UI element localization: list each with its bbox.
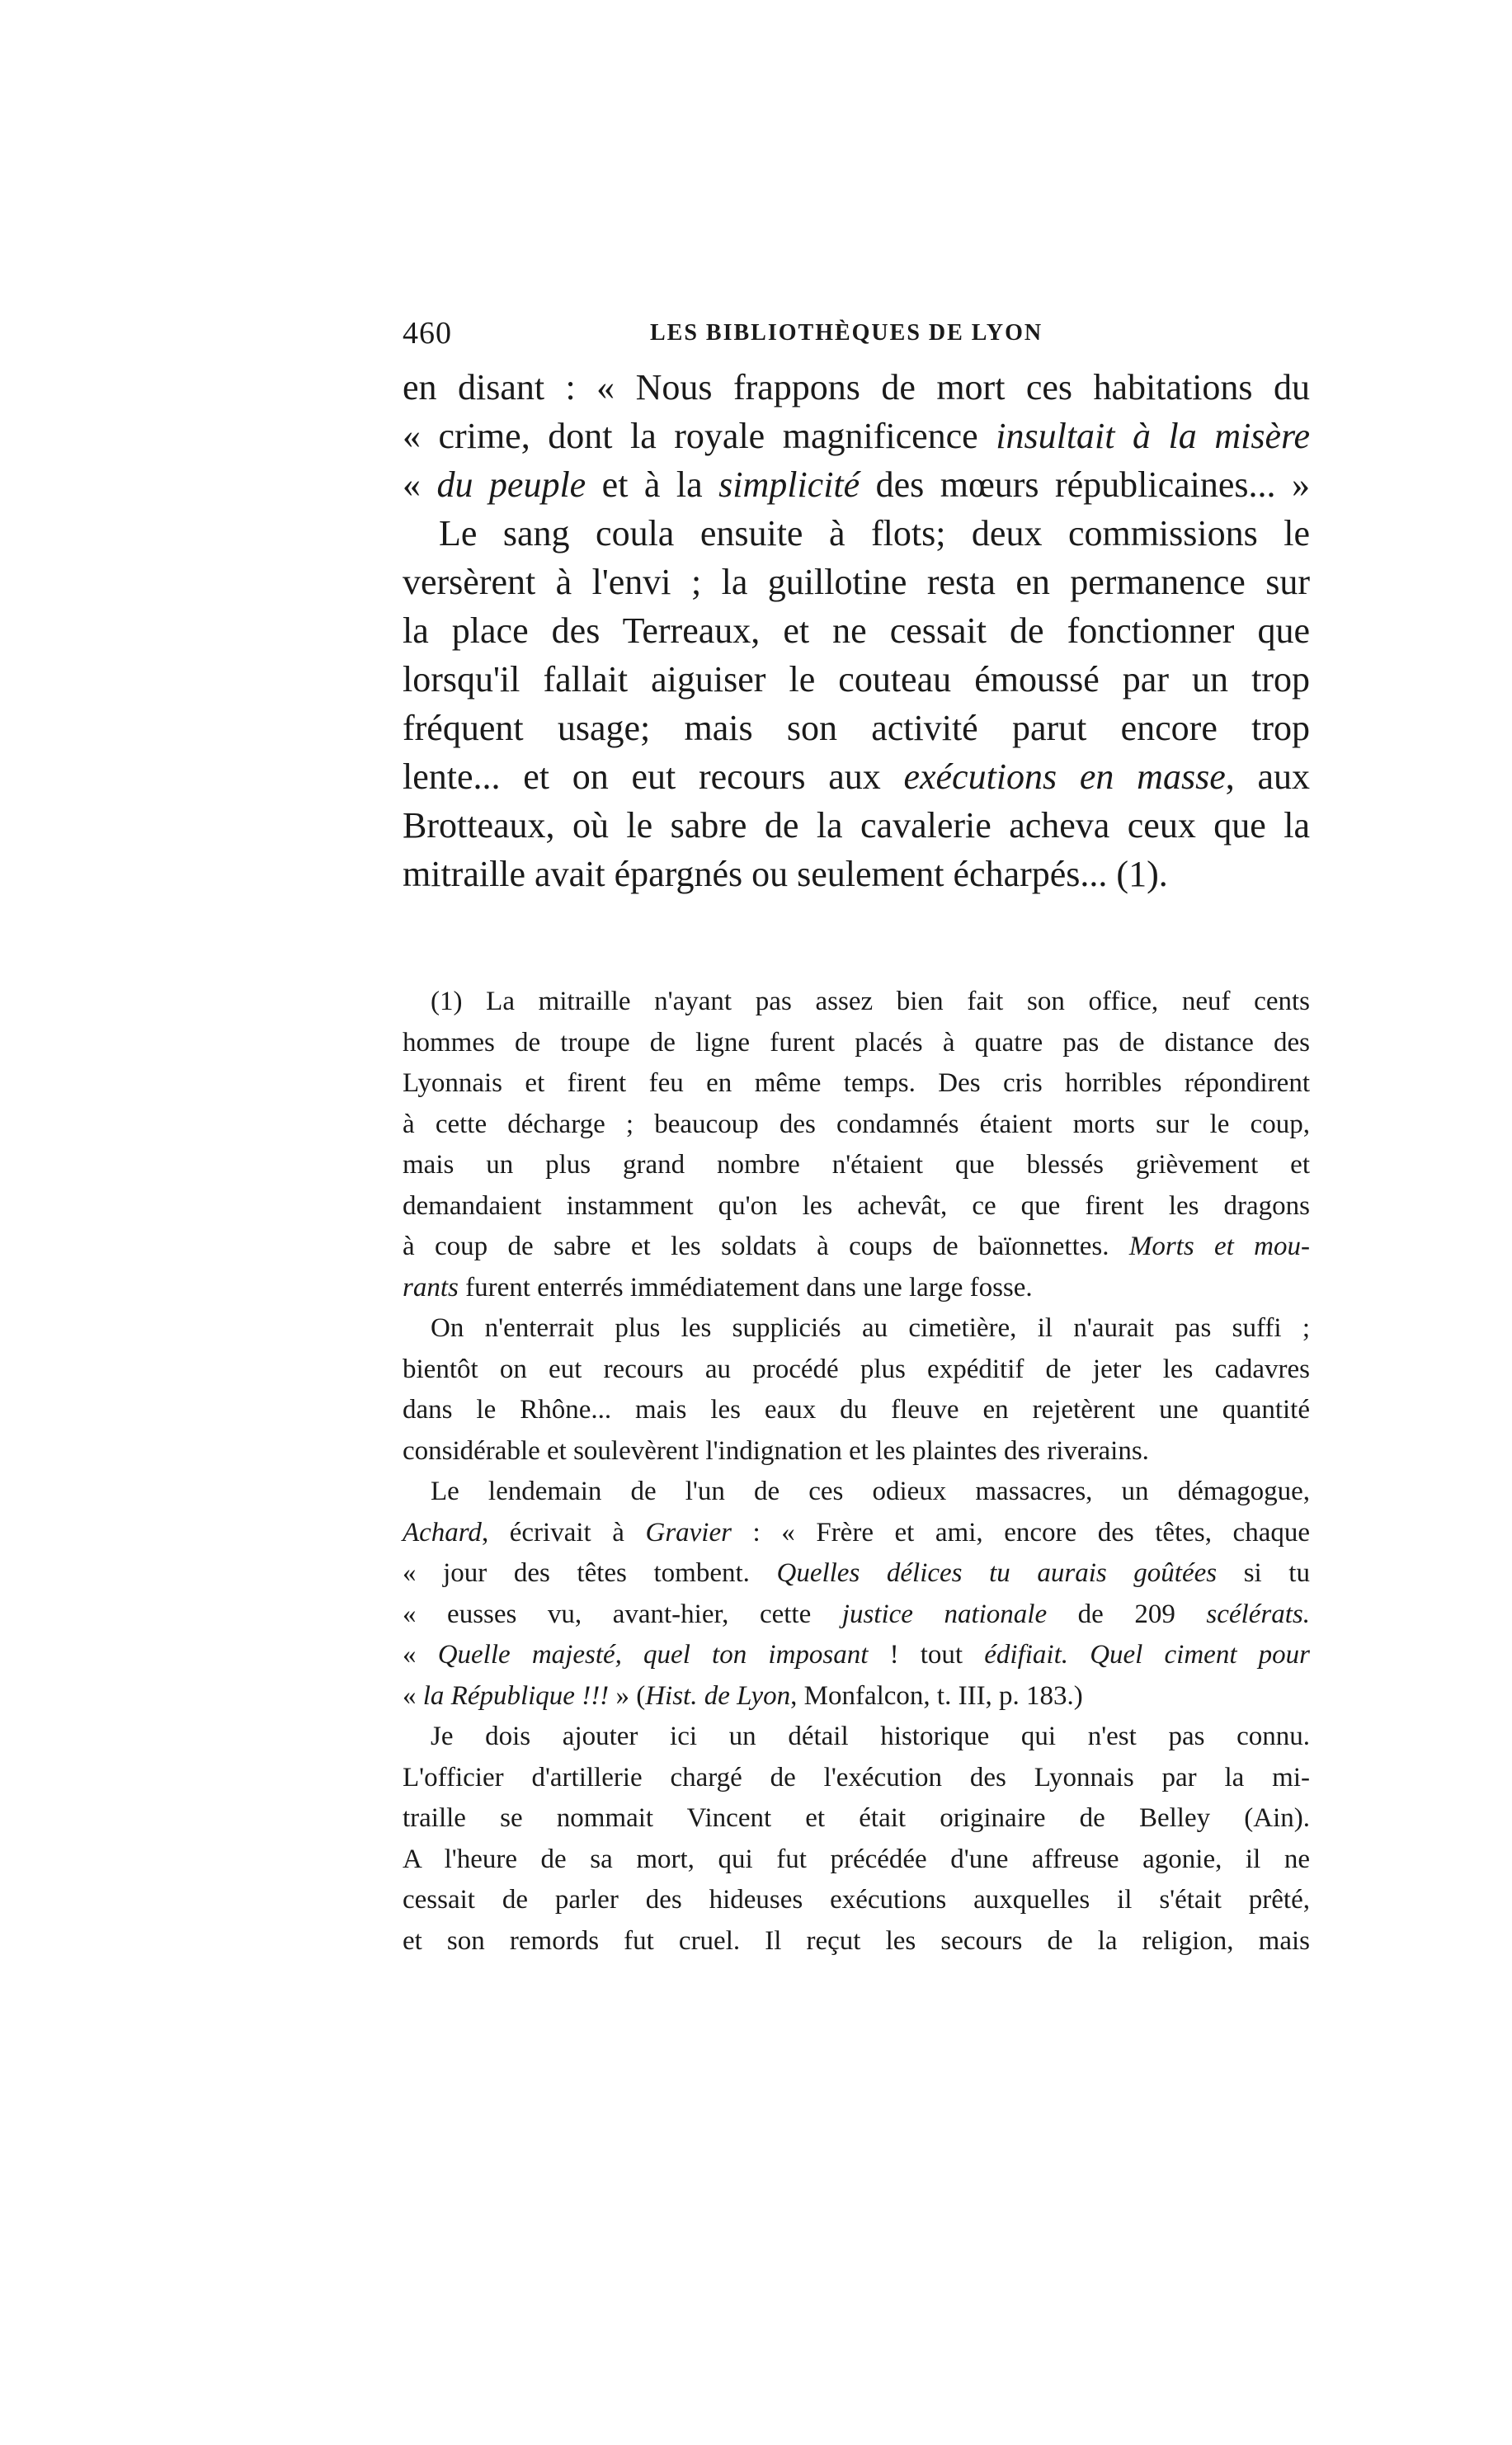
text-line: lente... et on eut recours aux exécutions en masse, aux bbox=[403, 756, 1310, 797]
footnote-line: à cette décharge ; beaucoup des condamnés étaient morts sur le coup, bbox=[403, 1109, 1310, 1139]
page-header bbox=[403, 315, 1310, 365]
text-line: en disant : « Nous frappons de mort ces habitations du bbox=[403, 367, 1310, 408]
text-line: lorsqu'il fallait aiguiser le couteau émoussé par un trop bbox=[403, 659, 1310, 700]
footnote-line: rants furent enterrés immédiatement dans une large fosse. bbox=[403, 1272, 1033, 1303]
footnote-line: traille se nommait Vincent et était originaire de Belley (Ain). bbox=[403, 1803, 1310, 1833]
footnote-line: à coup de sabre et les soldats à coups de baïonnettes. Morts et mou- bbox=[403, 1232, 1310, 1261]
footnote-line: L'officier d'artillerie chargé de l'exécution des Lyonnais par la mi- bbox=[403, 1762, 1310, 1793]
text-line: « du peuple et à la simplicité des mœurs républicaines... » bbox=[403, 464, 1311, 505]
footnote-line: cessait de parler des hideuses exécutions auxquelles il s'était prêté, bbox=[403, 1885, 1310, 1915]
footnote-block bbox=[403, 982, 1310, 1962]
footnote-line: « eusses vu, avant-hier, cette justice nationale de 209 scélérats. bbox=[403, 1599, 1310, 1629]
footnote-line: Lyonnais et firent feu en même temps. Des cris horribles répondirent bbox=[403, 1068, 1310, 1098]
footnote-line: Achard, écrivait à Gravier : « Frère et ami, encore des têtes, chaque bbox=[403, 1517, 1310, 1548]
footnote-line: bientôt on eut recours au procédé plus expéditif de jeter les cadavres bbox=[403, 1354, 1310, 1384]
text-line: la place des Terreaux, et ne cessait de fonctionner que bbox=[403, 610, 1310, 651]
text-line: « crime, dont la royale magnificence insultait à la misère bbox=[403, 416, 1310, 456]
page-number: 460 bbox=[403, 316, 452, 351]
footnote-line: dans le Rhône... mais les eaux du fleuve en rejetèrent une quantité bbox=[403, 1395, 1310, 1425]
main-text bbox=[403, 363, 1310, 898]
footnote-line: (1) La mitraille n'ayant pas assez bien fait son office, neuf cents bbox=[431, 987, 1310, 1016]
text-line: fréquent usage; mais son activité parut encore trop bbox=[403, 708, 1310, 748]
footnote-line: A l'heure de sa mort, qui fut précédée d'une affreuse agonie, il ne bbox=[403, 1844, 1310, 1874]
footnote-line: « Quelle majesté, quel ton imposant ! tout édifiait. Quel ciment pour bbox=[403, 1640, 1311, 1670]
footnote-line: hommes de troupe de ligne furent placés à quatre pas de distance des bbox=[403, 1027, 1310, 1058]
footnote-line: Le lendemain de l'un de ces odieux massacres, un démagogue, bbox=[431, 1477, 1310, 1506]
footnote-line: considérable et soulevèrent l'indignation et les plaintes des riverains. bbox=[403, 1435, 1149, 1466]
footnote-line: « jour des têtes tombent. Quelles délices tu aurais goûtées si tu bbox=[403, 1558, 1310, 1588]
text-line: Le sang coula ensuite à flots; deux commissions le bbox=[439, 513, 1310, 554]
running-title: LES BIBLIOTHÈQUES DE LYON bbox=[650, 320, 1043, 346]
footnote-line: et son remords fut cruel. Il reçut les secours de la religion, mais bbox=[403, 1925, 1310, 1956]
footnote-line: demandaient instamment qu'on les achevât, ce que firent les dragons bbox=[403, 1190, 1310, 1221]
text-line: versèrent à l'envi ; la guillotine resta en permanence sur bbox=[403, 562, 1310, 602]
footnote-line: « la République !!! » (Hist. de Lyon, Monfalcon, t. III, p. 183.) bbox=[403, 1680, 1083, 1711]
text-line: mitraille avait épargnés ou seulement écharpés... (1). bbox=[403, 854, 1168, 894]
footnote-line: On n'enterrait plus les suppliciés au cimetière, il n'aurait pas suffi ; bbox=[431, 1313, 1310, 1343]
footnote-line: Je dois ajouter ici un détail historique qui n'est pas connu. bbox=[431, 1722, 1310, 1751]
text-line: Brotteaux, où le sabre de la cavalerie acheva ceux que la bbox=[403, 805, 1310, 846]
footnote-line: mais un plus grand nombre n'étaient que blessés grièvement et bbox=[403, 1150, 1310, 1180]
